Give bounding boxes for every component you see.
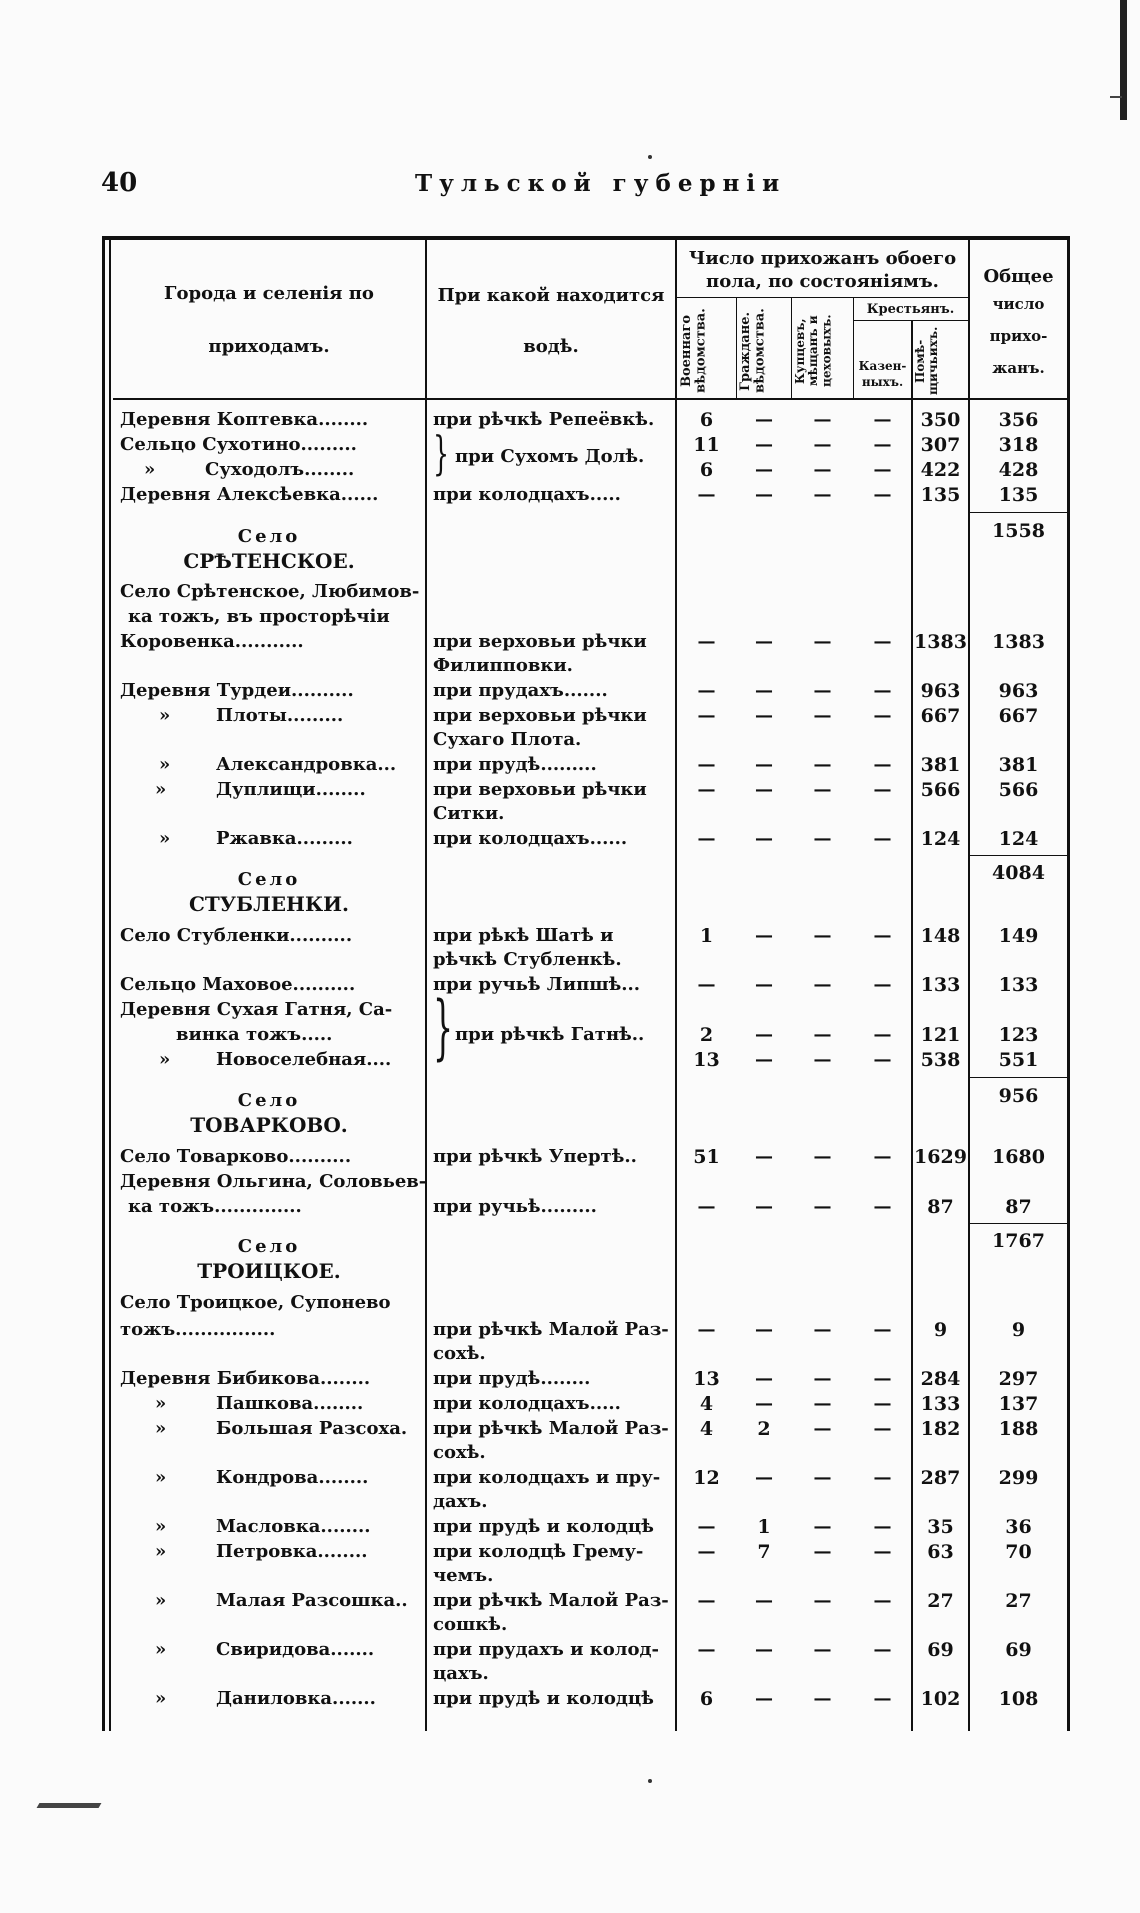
military-count: — [697, 1541, 716, 1562]
military-count: — [697, 1319, 716, 1340]
landlord-peasant-count: 9 [933, 1319, 948, 1341]
merchant-count: — [813, 925, 832, 946]
water-source: сохѣ. [433, 1343, 486, 1364]
civil-count: — [755, 1196, 773, 1217]
total-count: 963 [998, 680, 1039, 702]
settlement-name: Кондрова........ [216, 1467, 369, 1488]
civil-count: — [755, 1049, 773, 1070]
settlement-name: Село Троицкое, Супонево [120, 1292, 391, 1313]
landlord-peasant-count: 182 [920, 1418, 961, 1440]
merchant-count: — [813, 1541, 832, 1562]
settlement-name: Даниловка....... [216, 1688, 376, 1709]
subheader-rule [677, 297, 968, 298]
header-peasants: Крестьянъ. [866, 302, 955, 317]
ditto-mark: » [155, 1541, 167, 1562]
settlement-name: Село Товарково.......... [120, 1146, 352, 1167]
water-source: при прудѣ......... [433, 754, 597, 775]
landlord-peasant-count: 667 [920, 705, 961, 727]
civil-count: — [755, 459, 773, 480]
water-source: при прудѣ и колодцѣ [433, 1516, 654, 1537]
water-source: при рѣчкѣ Малой Раз- [433, 1319, 669, 1340]
total-count: 1383 [992, 631, 1045, 653]
subtotal: 1558 [992, 520, 1045, 542]
merchant-count: — [813, 1196, 832, 1217]
settlement-name: Село Срѣтенское, Любимов- [120, 581, 420, 602]
civil-count: 2 [757, 1418, 771, 1440]
merchant-count: — [813, 1319, 832, 1340]
section-heading: СТУБЛЕНКИ. [189, 892, 349, 916]
civil-count: — [755, 1146, 773, 1167]
landlord-peasant-count: 102 [920, 1688, 961, 1710]
total-count: 135 [998, 484, 1039, 506]
ditto-mark: » [159, 705, 171, 726]
merchant-count: — [813, 1368, 832, 1389]
state-peasant-count: — [873, 434, 892, 455]
settlement-name: ка тожъ.............. [128, 1196, 302, 1217]
merchant-count: — [813, 1146, 832, 1167]
subtotal-rule [968, 1223, 1067, 1224]
subtotal: 956 [998, 1085, 1039, 1107]
state-peasant-count: — [873, 1639, 892, 1660]
water-source: при прудахъ....... [433, 680, 608, 701]
water-source: при верховьи рѣчки [433, 631, 647, 652]
ditto-mark: » [155, 1688, 167, 1709]
merchant-count: — [813, 459, 832, 480]
merchant-count: — [813, 409, 832, 430]
settlement-name: Масловка........ [216, 1516, 371, 1537]
military-count: 11 [693, 434, 720, 456]
subtotal: 4084 [992, 862, 1045, 884]
state-peasant-count: — [873, 484, 892, 505]
header-landlord: Помѣ-щичьихъ. [913, 326, 941, 396]
settlement-name: Малая Разсошка.. [216, 1590, 408, 1611]
settlement-name: Ржавка......... [216, 828, 353, 849]
water-source: дахъ. [433, 1491, 488, 1512]
header-water-l2: водѣ. [523, 336, 579, 357]
settlement-name: Суходолъ........ [205, 459, 355, 480]
settlement-name: Новоселебная.... [216, 1049, 392, 1070]
water-source: при колодцѣ Грему- [433, 1541, 644, 1562]
header-military: Военнаго вѣдомства. [679, 308, 709, 394]
merchant-count: — [813, 680, 832, 701]
settlement-name: Александровка... [216, 754, 397, 775]
header-total-l3: прихо- [989, 327, 1048, 345]
water-source: при верховьи рѣчки [433, 705, 647, 726]
landlord-peasant-count: 538 [920, 1049, 961, 1071]
military-count: — [697, 1590, 716, 1611]
civil-count: — [755, 1319, 773, 1340]
section-heading: Село [237, 526, 301, 547]
civil-count: 1 [757, 1516, 771, 1538]
header-state-l1: Казен- [858, 359, 907, 373]
civil-count: — [755, 1368, 773, 1389]
water-source: при колодцахъ..... [433, 1393, 621, 1414]
header-state-l2: ныхъ. [861, 375, 904, 389]
civil-count: — [755, 1688, 773, 1709]
civil-count: — [755, 1024, 773, 1045]
military-count: 12 [693, 1467, 720, 1489]
military-count: — [697, 680, 716, 701]
total-count: 667 [998, 705, 1039, 727]
settlement-name: Сельцо Сухотино......... [120, 434, 357, 455]
settlement-name: Дуплищи........ [216, 779, 366, 800]
civil-count: — [755, 680, 773, 701]
civil-count: — [755, 484, 773, 505]
table-left-rule [102, 236, 105, 1731]
merchant-count: — [813, 754, 832, 775]
merchant-count: — [813, 1590, 832, 1611]
total-count: 381 [998, 754, 1039, 776]
merchant-count: — [813, 1393, 832, 1414]
total-count: 124 [998, 828, 1039, 850]
merchant-count: — [813, 631, 832, 652]
water-source: при рѣчкѣ Упертѣ.. [433, 1146, 637, 1167]
settlement-name: тожъ................ [120, 1319, 276, 1340]
water-source: при ручьѣ......... [433, 1196, 597, 1217]
settlement-name: Село Стубленки.......... [120, 925, 353, 946]
header-parishioners-l2: пола, по состояніямъ. [706, 271, 939, 292]
civil-count: — [755, 828, 773, 849]
header-settlements-l2: приходамъ. [208, 336, 330, 357]
total-count: 356 [998, 409, 1039, 431]
settlement-name: Деревня Ольгина, Соловьев- [120, 1171, 427, 1192]
table-right-rule [1067, 236, 1070, 1731]
settlement-name: винка тожъ..... [176, 1024, 333, 1045]
speck [648, 1779, 652, 1783]
military-count: 4 [699, 1393, 714, 1415]
total-count: 188 [998, 1418, 1039, 1440]
landlord-peasant-count: 307 [920, 434, 961, 456]
civil-count: — [755, 1393, 773, 1414]
civil-count: 7 [757, 1541, 771, 1563]
ditto-mark: » [155, 1590, 167, 1611]
subtotal-rule [968, 512, 1067, 513]
state-peasant-count: — [873, 680, 892, 701]
water-source: при рѣчкѣ Малой Раз- [433, 1418, 669, 1439]
merchant-count: — [813, 484, 832, 505]
landlord-peasant-count: 287 [920, 1467, 961, 1489]
landlord-peasant-count: 121 [920, 1024, 961, 1046]
settlement-name: Свиридова....... [216, 1639, 375, 1660]
military-count: — [697, 1196, 716, 1217]
margin-dash [1110, 96, 1122, 98]
ditto-mark: » [155, 1639, 167, 1660]
settlement-name: Деревня Алексѣевка...... [120, 484, 379, 505]
ditto-mark: » [155, 1393, 167, 1414]
water-source: при колодцахъ и пру- [433, 1467, 661, 1488]
landlord-peasant-count: 63 [927, 1541, 954, 1563]
state-peasant-count: — [873, 1393, 892, 1414]
header-merchants: Купцевъ, мѣщанъ и цеховыхъ. [793, 314, 834, 388]
subtotal-rule [968, 855, 1067, 856]
section-heading: СРѢТЕНСКОЕ. [183, 549, 355, 573]
settlement-name: Деревня Турдеи.......... [120, 680, 354, 701]
water-source: при прудѣ и колодцѣ [433, 1688, 654, 1709]
state-peasant-count: — [873, 1516, 892, 1537]
merchant-count: — [813, 974, 832, 995]
state-peasant-count: — [873, 631, 892, 652]
ditto-mark: » [155, 1467, 167, 1488]
water-source: сошкѣ. [433, 1614, 508, 1635]
state-peasant-count: — [873, 754, 892, 775]
margin-mark [37, 1803, 102, 1808]
ditto-mark: » [159, 754, 171, 775]
merchant-count: — [813, 1516, 832, 1537]
water-source: при колодцахъ..... [433, 484, 621, 505]
total-count: 137 [998, 1393, 1039, 1415]
landlord-peasant-count: 27 [927, 1590, 954, 1612]
military-count: 6 [699, 409, 714, 431]
water-source: рѣчкѣ Стубленкѣ. [433, 949, 622, 970]
military-count: — [697, 828, 716, 849]
section-heading: Село [237, 1090, 301, 1111]
merchant-count: — [813, 1049, 832, 1070]
total-count: 87 [1005, 1196, 1032, 1218]
header-bottom-rule [113, 398, 1067, 400]
ditto-mark: » [144, 459, 156, 480]
merchant-count: — [813, 1467, 832, 1488]
table-left-rule-inner [109, 240, 111, 1731]
state-peasant-count: — [873, 459, 892, 480]
landlord-peasant-count: 350 [920, 409, 961, 431]
state-peasant-count: — [873, 925, 892, 946]
landlord-peasant-count: 1383 [914, 631, 967, 653]
landlord-peasant-count: 87 [927, 1196, 954, 1218]
ditto-mark: » [155, 1516, 167, 1537]
water-source: при ручьѣ Липшѣ... [433, 974, 641, 995]
civil-count: — [755, 1639, 773, 1660]
landlord-peasant-count: 135 [920, 484, 961, 506]
landlord-peasant-count: 148 [920, 925, 961, 947]
military-count: — [697, 484, 716, 505]
ditto-mark: » [155, 779, 167, 800]
state-peasant-count: — [873, 779, 892, 800]
merchant-count: — [813, 1024, 832, 1045]
header-total-l2: число [992, 295, 1045, 313]
landlord-peasant-count: 284 [920, 1368, 961, 1390]
landlord-peasant-count: 69 [927, 1639, 954, 1661]
subcol-rule [791, 298, 792, 398]
military-count: — [697, 754, 716, 775]
state-peasant-count: — [873, 1541, 892, 1562]
state-peasant-count: — [873, 1418, 892, 1439]
section-heading: ТРОИЦКОЕ. [197, 1259, 341, 1283]
civil-count: — [755, 1590, 773, 1611]
speck [648, 155, 652, 159]
total-count: 9 [1011, 1319, 1026, 1341]
header-civil: Граждане. вѣдомства. [738, 308, 768, 394]
landlord-peasant-count: 422 [920, 459, 961, 481]
landlord-peasant-count: 1629 [914, 1146, 967, 1168]
settlement-name: Большая Разсоха. [216, 1418, 408, 1439]
civil-count: — [755, 779, 773, 800]
total-count: 297 [998, 1368, 1039, 1390]
landlord-peasant-count: 35 [927, 1516, 954, 1538]
state-peasant-count: — [873, 828, 892, 849]
water-source: при Сухомъ Долѣ. [455, 446, 645, 467]
state-peasant-count: — [873, 1024, 892, 1045]
civil-count: — [755, 409, 773, 430]
water-source: Ситки. [433, 803, 505, 824]
water-source: при рѣкѣ Шатѣ и [433, 925, 614, 946]
water-source: при колодцахъ...... [433, 828, 628, 849]
military-count: 6 [699, 1688, 714, 1710]
merchant-count: — [813, 1639, 832, 1660]
military-count: 4 [699, 1418, 714, 1440]
total-count: 428 [998, 459, 1039, 481]
water-source: при рѣчкѣ Гатнѣ.. [455, 1024, 645, 1045]
header-parishioners-l1: Число прихожанъ обоего [688, 248, 957, 269]
water-source: при рѣчкѣ Репеёвкѣ. [433, 409, 655, 430]
state-peasant-count: — [873, 1688, 892, 1709]
civil-count: — [755, 434, 773, 455]
state-peasant-count: — [873, 1467, 892, 1488]
water-source: сохѣ. [433, 1442, 486, 1463]
brace: } [433, 986, 454, 1068]
total-count: 566 [998, 779, 1039, 801]
header-total-l1: Общее [983, 266, 1054, 287]
settlement-name: Сельцо Маховое.......... [120, 974, 356, 995]
ditto-mark: » [159, 828, 171, 849]
total-count: 133 [998, 974, 1039, 996]
landlord-peasant-count: 381 [920, 754, 961, 776]
civil-count: — [755, 1467, 773, 1488]
header-water-l1: При какой находится [437, 285, 665, 306]
page-number: 40 [101, 168, 138, 198]
civil-count: — [755, 631, 773, 652]
state-peasant-count: — [873, 409, 892, 430]
military-count: — [697, 1516, 716, 1537]
water-source: Филипповки. [433, 655, 573, 676]
page-title: Тульской губерніи [415, 170, 787, 197]
total-count: 108 [998, 1688, 1039, 1710]
merchant-count: — [813, 1688, 832, 1709]
state-peasant-count: — [873, 1319, 892, 1340]
settlement-name: Деревня Бибикова........ [120, 1368, 371, 1389]
section-heading: Село [237, 869, 301, 890]
merchant-count: — [813, 1418, 832, 1439]
civil-count: — [755, 925, 773, 946]
margin-bar [1120, 0, 1127, 120]
table-top-rule [102, 236, 1069, 240]
settlement-name: ка тожъ, въ просторѣчіи [128, 606, 390, 627]
settlement-name: Коровенка........... [120, 631, 304, 652]
state-peasant-count: — [873, 974, 892, 995]
settlement-name: Пашкова........ [216, 1393, 364, 1414]
civil-count: — [755, 974, 773, 995]
settlement-name: Деревня Коптевка........ [120, 409, 369, 430]
section-heading: Село [237, 1236, 301, 1257]
total-count: 123 [998, 1024, 1039, 1046]
water-source: при прудѣ........ [433, 1368, 591, 1389]
military-count: 1 [699, 925, 714, 947]
section-heading: ТОВАРКОВО. [190, 1113, 348, 1137]
subtotal-rule [968, 1077, 1067, 1078]
state-peasant-count: — [873, 1368, 892, 1389]
settlement-name: Петровка........ [216, 1541, 368, 1562]
civil-count: — [755, 754, 773, 775]
total-count: 36 [1005, 1516, 1032, 1538]
total-count: 149 [998, 925, 1039, 947]
landlord-peasant-count: 963 [920, 680, 961, 702]
water-source: Сухаго Плота. [433, 729, 582, 750]
total-count: 27 [1005, 1590, 1032, 1612]
subcol-rule [736, 298, 737, 398]
total-count: 70 [1005, 1541, 1032, 1563]
merchant-count: — [813, 434, 832, 455]
water-source: при прудахъ и колод- [433, 1639, 659, 1660]
state-peasant-count: — [873, 1590, 892, 1611]
military-count: 13 [693, 1049, 720, 1071]
total-count: 69 [1005, 1639, 1032, 1661]
merchant-count: — [813, 779, 832, 800]
settlement-name: Деревня Сухая Гатня, Са- [120, 999, 393, 1020]
military-count: — [697, 705, 716, 726]
ditto-mark: » [159, 1049, 171, 1070]
state-peasant-count: — [873, 1196, 892, 1217]
total-count: 1680 [992, 1146, 1045, 1168]
landlord-peasant-count: 124 [920, 828, 961, 850]
landlord-peasant-count: 566 [920, 779, 961, 801]
merchant-count: — [813, 828, 832, 849]
total-count: 551 [998, 1049, 1039, 1071]
header-settlements-l1: Города и селенія по [164, 283, 374, 304]
military-count: — [697, 631, 716, 652]
water-source: чемъ. [433, 1565, 494, 1586]
col-rule [425, 240, 427, 1731]
civil-count: — [755, 705, 773, 726]
state-peasant-count: — [873, 1049, 892, 1070]
header-total-l4: жанъ. [992, 359, 1045, 377]
water-source: при верховьи рѣчки [433, 779, 647, 800]
total-count: 299 [998, 1467, 1039, 1489]
water-source: цахъ. [433, 1663, 489, 1684]
state-peasant-count: — [873, 1146, 892, 1167]
total-count: 318 [998, 434, 1039, 456]
military-count: 6 [699, 459, 714, 481]
landlord-peasant-count: 133 [920, 974, 961, 996]
military-count: 51 [693, 1146, 720, 1168]
military-count: 13 [693, 1368, 720, 1390]
settlement-name: Плоты......... [216, 705, 344, 726]
military-count: — [697, 1639, 716, 1660]
military-count: — [697, 779, 716, 800]
ditto-mark: » [155, 1418, 167, 1439]
state-peasant-count: — [873, 705, 892, 726]
brace: } [433, 426, 450, 480]
military-count: 2 [699, 1024, 714, 1046]
military-count: — [697, 974, 716, 995]
subtotal: 1767 [992, 1230, 1045, 1252]
landlord-peasant-count: 133 [920, 1393, 961, 1415]
water-source: при рѣчкѣ Малой Раз- [433, 1590, 669, 1611]
merchant-count: — [813, 705, 832, 726]
